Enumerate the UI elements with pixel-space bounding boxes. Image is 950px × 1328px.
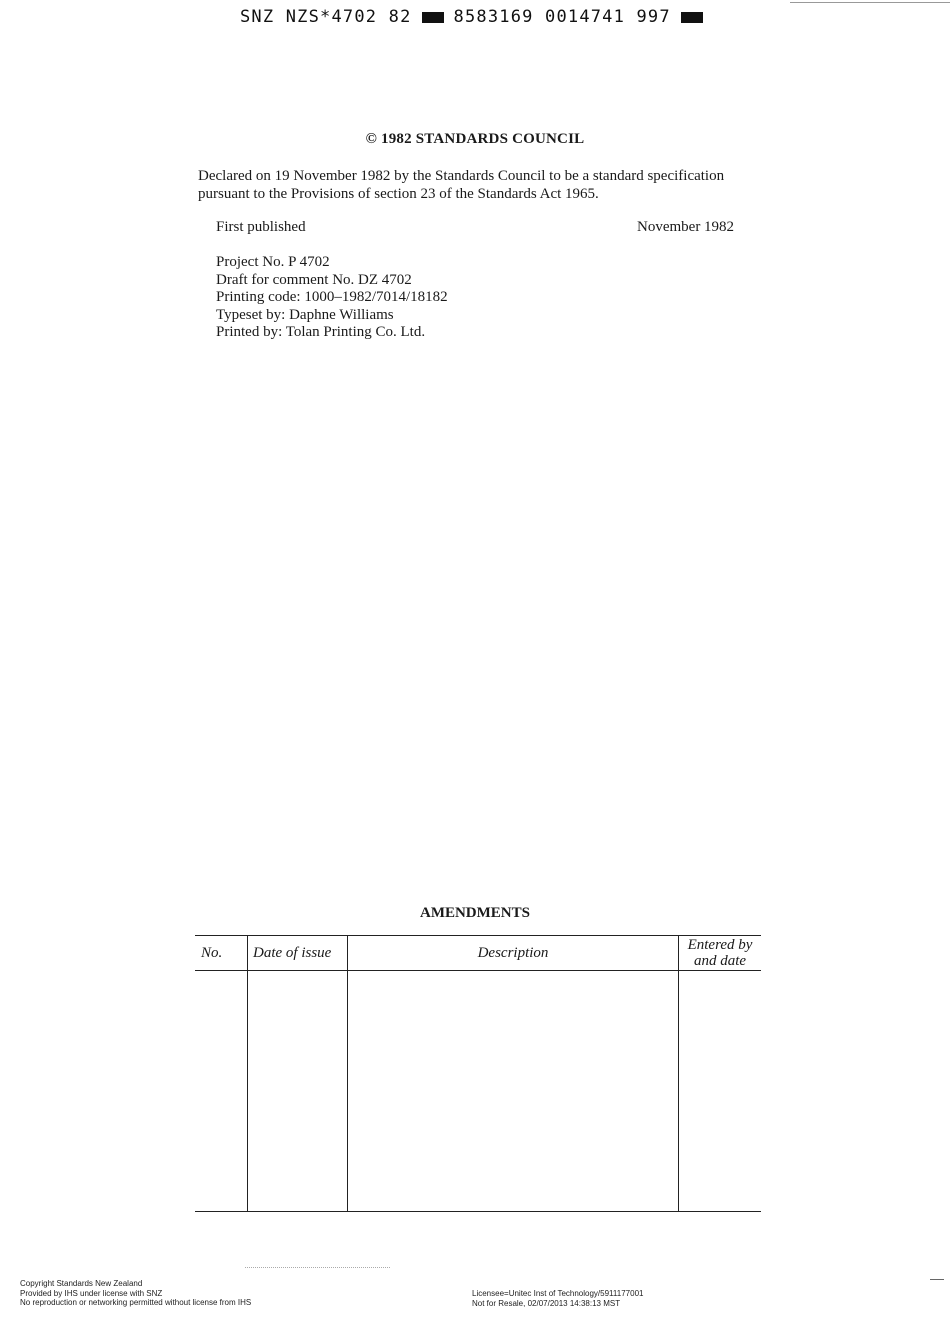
amendments-empty-row — [195, 971, 761, 1212]
footer-license-notice — [472, 1289, 643, 1308]
printing-code: Printing code: 1000–1982/7014/18182 — [216, 289, 448, 306]
scan-artifact-dots — [245, 1267, 390, 1268]
amendments-header-row — [195, 936, 761, 971]
footer-right-line: Licensee=Unitec Inst of Technology/5911177001 — [472, 1289, 644, 1298]
column-entered-by — [679, 936, 762, 971]
column-description: Description — [348, 936, 679, 971]
entered-by-line1: Entered by — [687, 937, 753, 953]
footer-copyright-notice — [20, 1279, 251, 1308]
amendments-title: AMENDMENTS — [419, 905, 530, 921]
first-published-label: First published — [216, 219, 306, 235]
typeset-by: Typeset by: Daphne Williams — [216, 306, 394, 323]
footer-left-line: Copyright Standards New Zealand — [20, 1279, 143, 1288]
cell-description — [348, 971, 679, 1212]
column-date-of-issue: Date of issue — [248, 936, 348, 971]
edge-mark — [930, 1279, 944, 1280]
printed-by: Printed by: Tolan Printing Co. Ltd. — [216, 324, 426, 341]
footer-left-line: Provided by IHS under license with SNZ — [20, 1288, 163, 1298]
column-no: No. — [195, 936, 248, 971]
cell-date — [248, 971, 348, 1212]
code-part-1: SNZ NZS*4702 82 — [240, 7, 412, 27]
footer-right-line: Not for Resale, 02/07/2013 14:38:13 MST — [472, 1298, 621, 1308]
project-number: Project No. P 4702 — [216, 254, 330, 270]
black-block-mark — [422, 12, 444, 23]
draft-number: Draft for comment No. DZ 4702 — [216, 271, 412, 288]
first-published-date: November 1982 — [637, 219, 735, 235]
black-block-mark — [681, 12, 703, 23]
declaration-paragraph: Declared on 19 November 1982 by the Standards Council to be a standard specification pursuant to the Provisions of section 23 of the Standards Act 1965. — [198, 168, 725, 202]
entered-by-line2: and date — [693, 953, 747, 969]
top-edge-rule — [790, 2, 950, 3]
copyright-heading: © 1982 STANDARDS COUNCIL — [365, 131, 585, 147]
cell-no — [195, 971, 248, 1212]
amendments-table — [195, 935, 761, 1212]
footer-left-line: No reproduction or networking permitted without license from IHS — [20, 1298, 252, 1307]
cell-entered — [679, 971, 762, 1212]
document-code-header — [240, 7, 703, 27]
code-part-2: 8583169 0014741 997 — [453, 7, 671, 27]
publication-details — [216, 254, 448, 342]
